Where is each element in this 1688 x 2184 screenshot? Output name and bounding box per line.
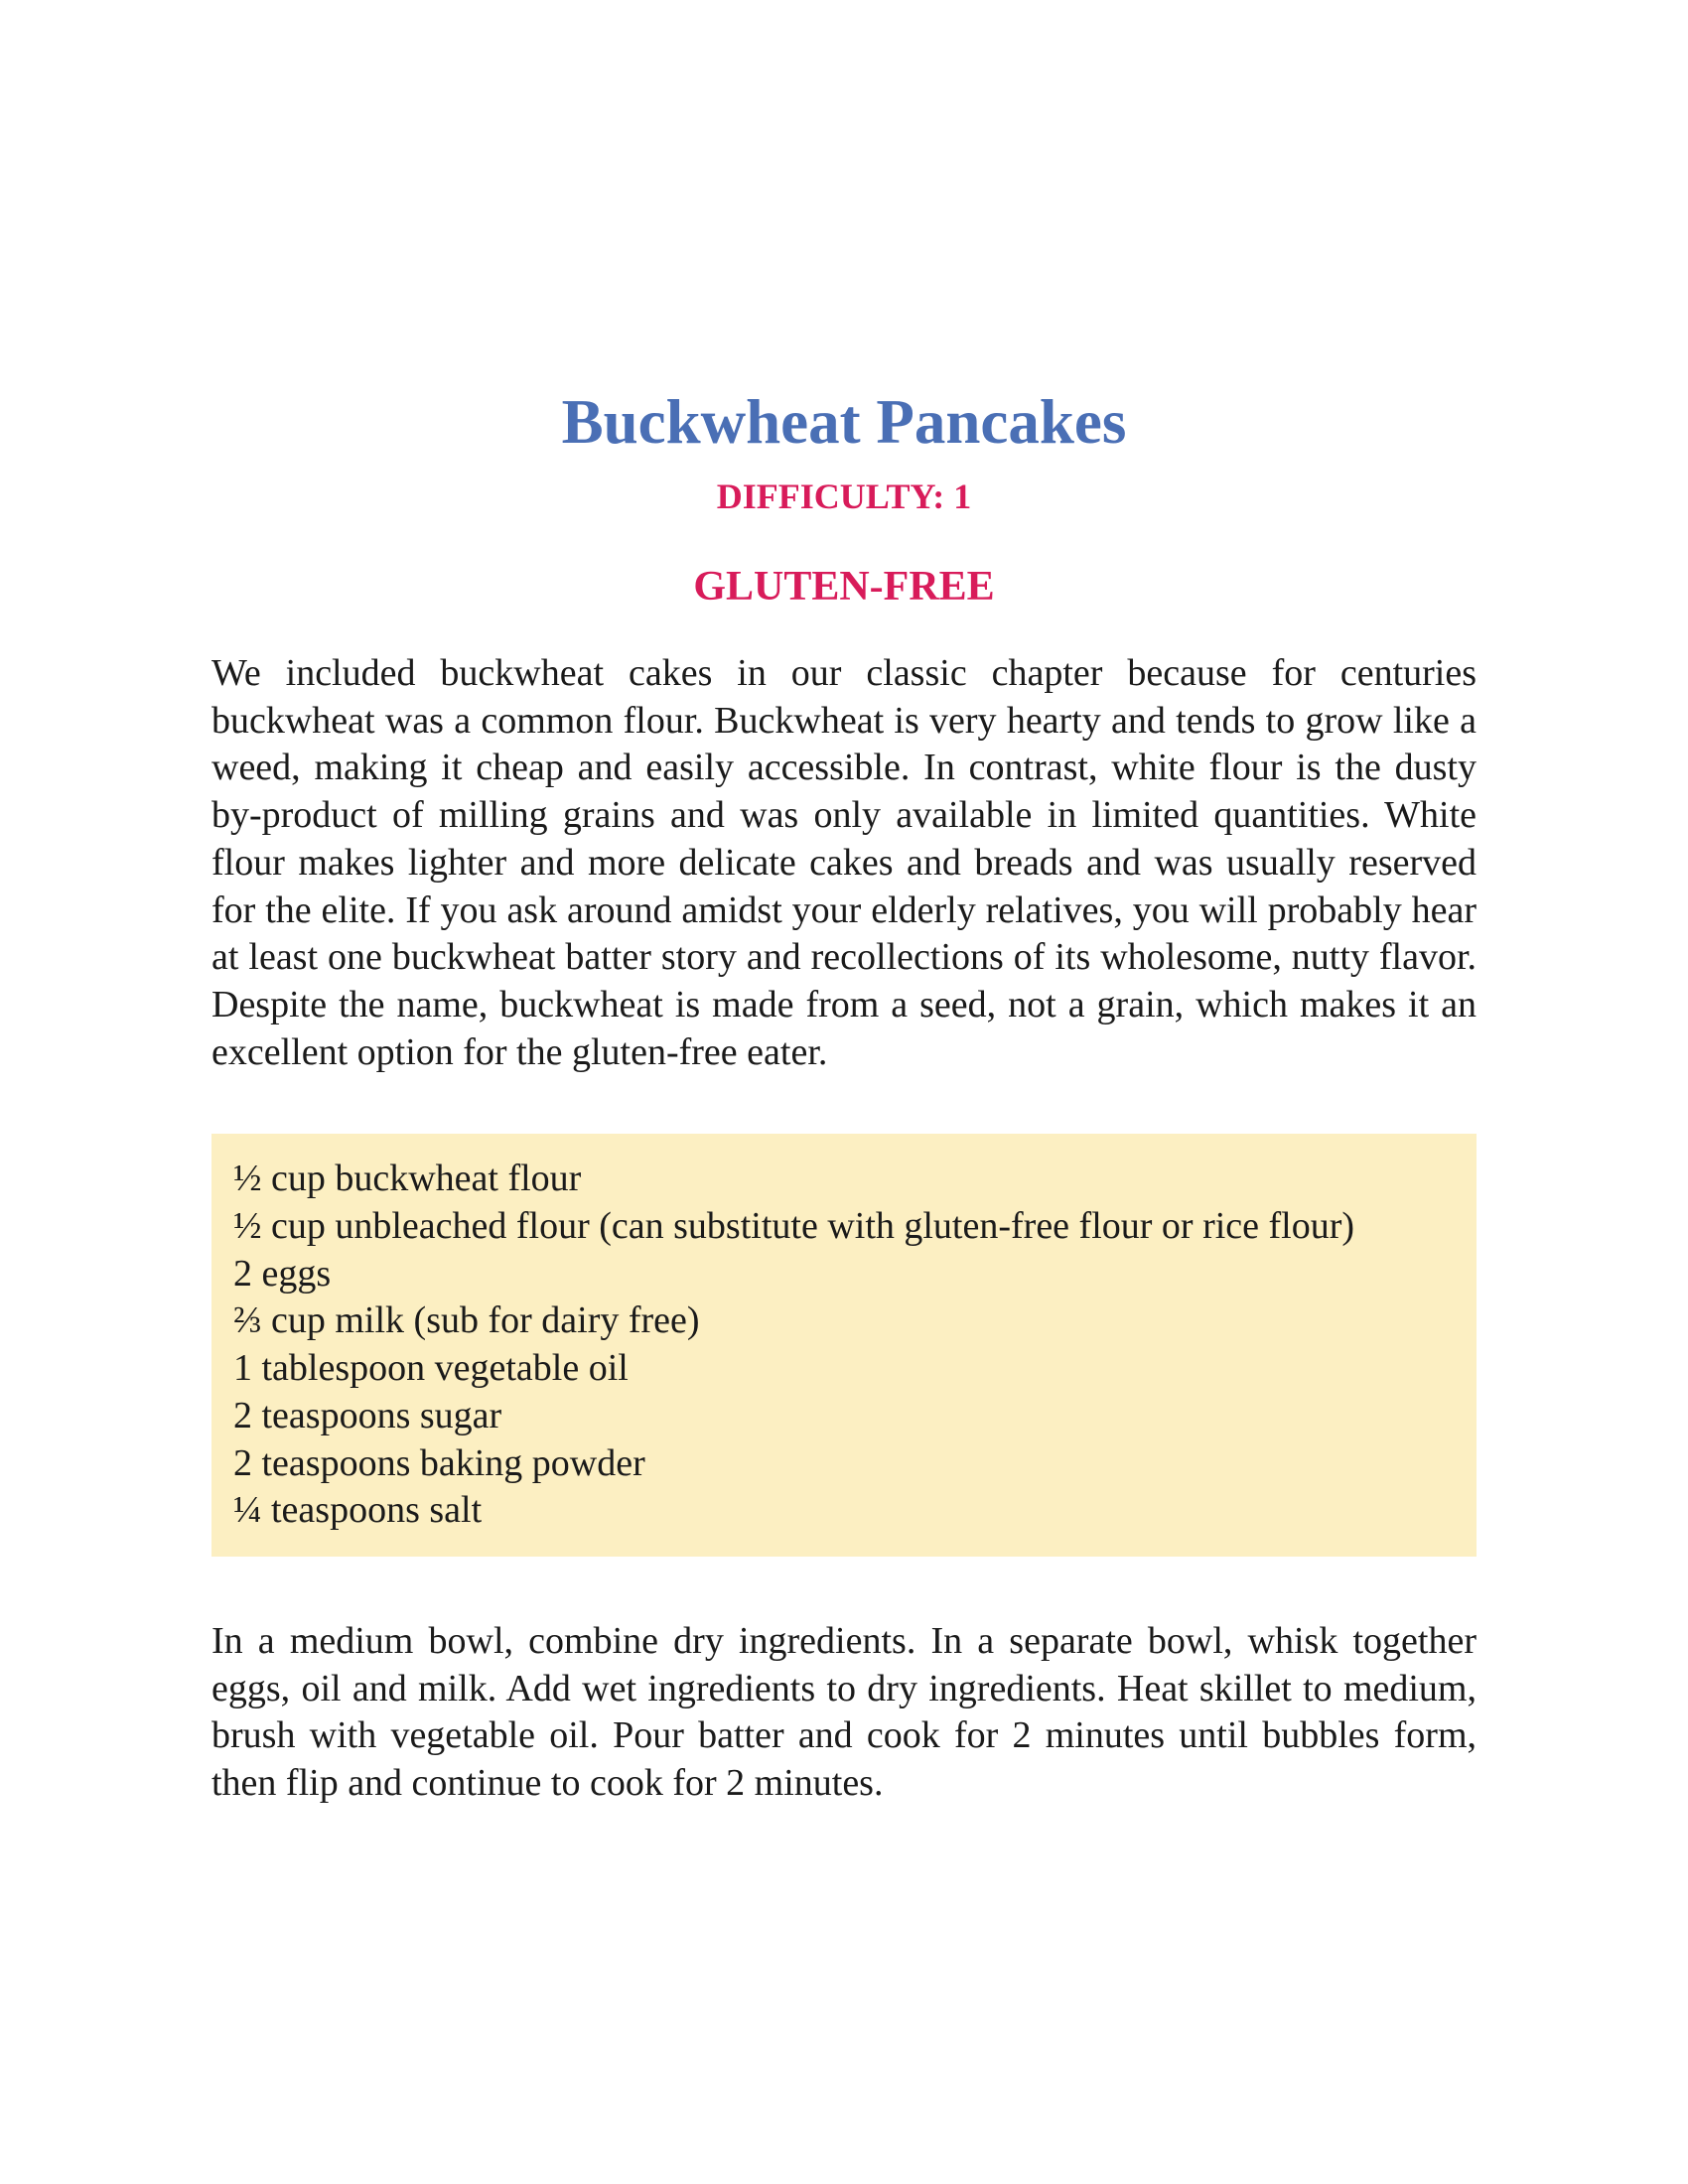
ingredient-item: ⅔ cup milk (sub for dairy free): [233, 1299, 700, 1342]
intro-paragraph: We included buckwheat cakes in our classic chapter because for centuries buckwheat was a common flour. Buckwheat is very hearty and tends to grow like a weed, making it cheap and easily accessible. In contrast, white flour is the dusty by-product of milling grains and was only available in limited quantities. White flour makes lighter and more delicate cakes and breads and was usually reserved for the elite. If you ask around amidst your elderly relatives, you will probably hear at least one buckwheat batter story and recollections of its wholesome, nutty flavor. Despite the name, buckwheat is made from a seed, not a grain, which makes it an excellent option for the gluten-free eater.: [211, 652, 1477, 1073]
ingredient-item: 2 teaspoons sugar: [233, 1394, 502, 1436]
recipe-title: Buckwheat Pancakes: [561, 387, 1127, 457]
ingredient-item: ½ cup unbleached flour (can substitute with gluten-free flour or rice flour): [233, 1205, 1355, 1248]
recipe-page: [211, 382, 1477, 1845]
ingredient-item: 1 tablespoon vegetable oil: [233, 1347, 629, 1390]
ingredient-item: 2 teaspoons baking powder: [233, 1441, 645, 1484]
method-paragraph: In a medium bowl, combine dry ingredients. In a separate bowl, whisk together eggs, oil and milk. Add wet ingredients to dry ingredients. Heat skillet to medium, brush with vegetable oil. Pour batter and cook for 2 minutes until bubbles form, then flip and continue to cook for 2 minutes.: [211, 1619, 1477, 1805]
ingredient-item: ½ cup buckwheat flour: [233, 1158, 582, 1200]
ingredient-item: ¼ teaspoons salt: [233, 1489, 483, 1532]
ingredients-list: [233, 1156, 1453, 1535]
ingredient-item: 2 eggs: [233, 1252, 332, 1295]
gluten-free-label: GLUTEN-FREE: [693, 564, 995, 610]
ingredients-box: [211, 1134, 1477, 1557]
difficulty-label: DIFFICULTY: 1: [716, 477, 972, 516]
